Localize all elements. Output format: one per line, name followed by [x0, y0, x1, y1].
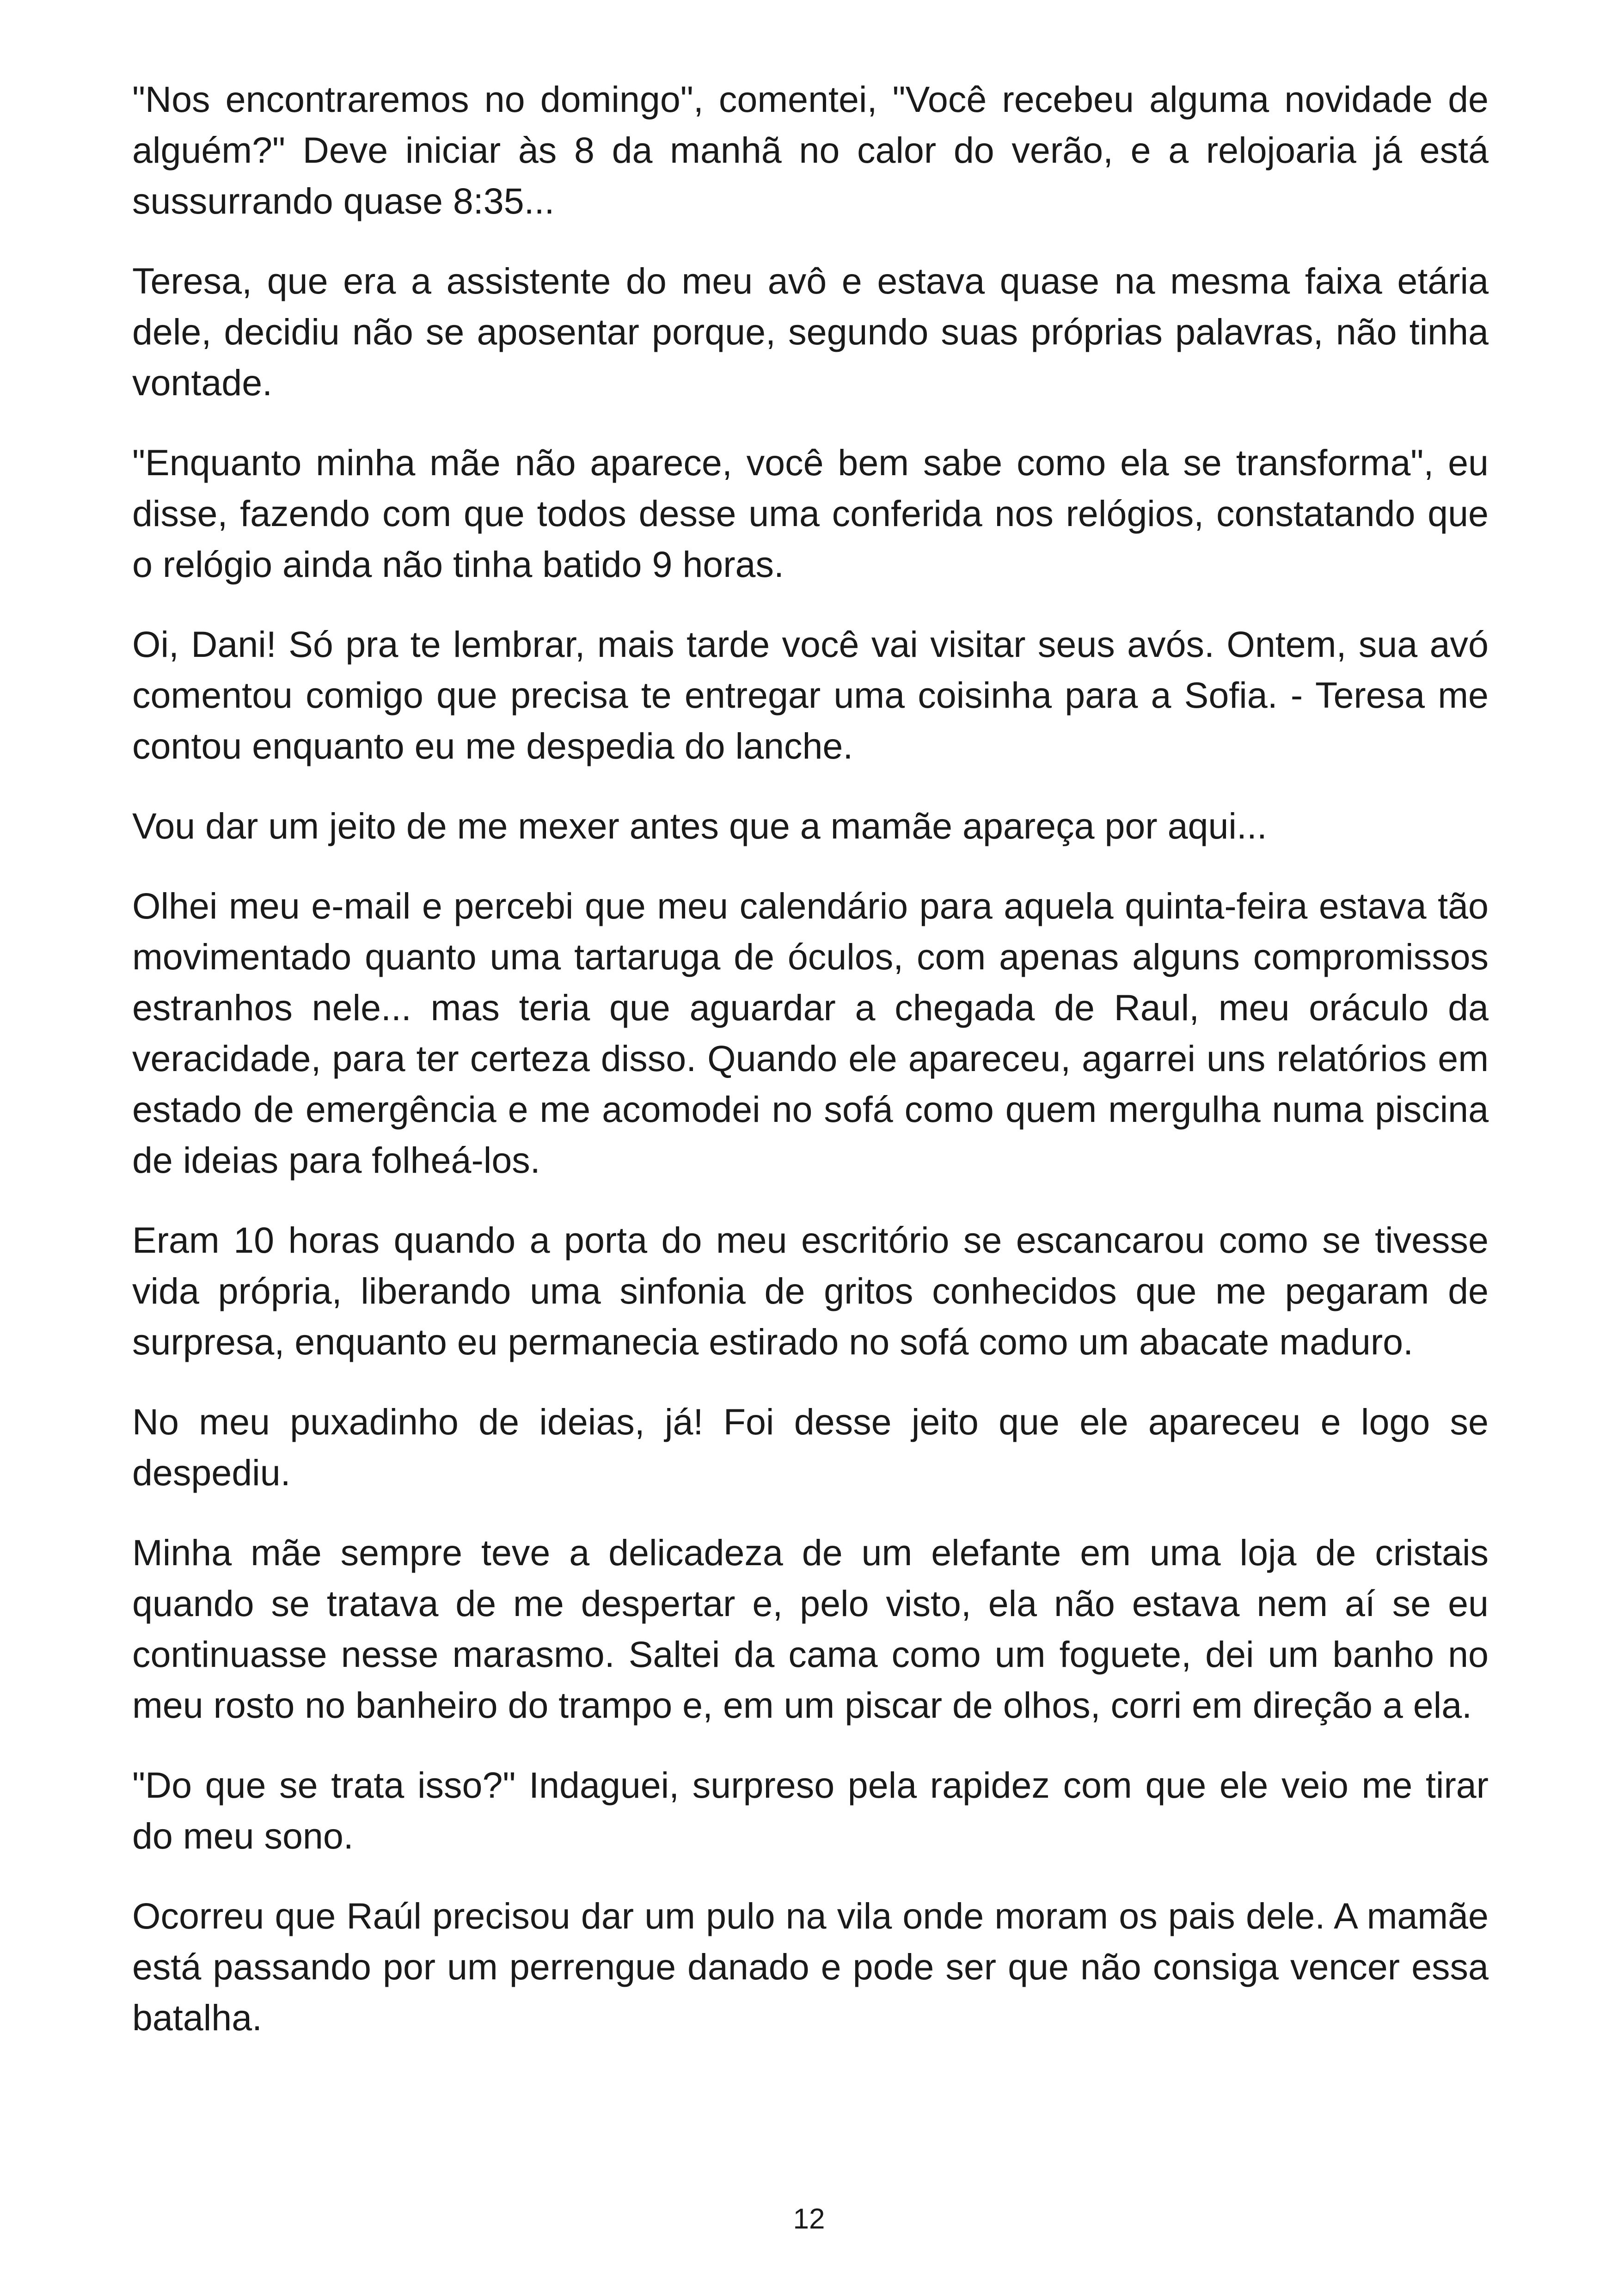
paragraph: Ocorreu que Raúl precisou dar um pulo na vila onde moram os pais dele. A mamãe está passando por um perrengue danado e pode ser que não consiga vencer essa batalha.	[132, 1895, 1489, 2038]
paragraph: "Enquanto minha mãe não aparece, você bem sabe como ela se transforma", eu disse, fazendo com que todos desse uma conferida nos relógios, constatando que o relógio ainda não tinha batido 9 horas.	[132, 442, 1489, 585]
paragraph: Teresa, que era a assistente do meu avô e estava quase na mesma faixa etária dele, decidiu não se aposentar porque, segundo suas próprias palavras, não tinha vontade.	[132, 260, 1489, 403]
paragraph: Olhei meu e-mail e percebi que meu calendário para aquela quinta-feira estava tão movimentado quanto uma tartaruga de óculos, com apenas alguns compromissos estranhos nele... mas teria que aguardar a chegada de Raul, meu oráculo da veracidade, para ter certeza disso. Quando ele apareceu, agarrei uns relatórios em estado de emergência e me acomodei no sofá como quem mergulha numa piscina de ideias para folheá-los.	[132, 885, 1489, 1181]
page-number: 12	[793, 2203, 825, 2235]
paragraph: "Nos encontraremos no domingo", comentei, "Você recebeu alguma novidade de alguém?" Deve iniciar às 8 da manhã no calor do verão, e a relojoaria já está sussurrando quase 8:35...	[132, 79, 1489, 221]
paragraph: Minha mãe sempre teve a delicadeza de um elefante em uma loja de cristais quando se tratava de me despertar e, pelo visto, ela não estava nem aí se eu continuasse nesse marasmo. Saltei da cama como um foguete, dei um banho no meu rosto no banheiro do trampo e, em um piscar de olhos, corri em direção a ela.	[132, 1532, 1489, 1726]
paragraph: "Do que se trata isso?" Indaguei, surpreso pela rapidez com que ele veio me tirar do meu sono.	[132, 1764, 1489, 1856]
paragraph: Vou dar um jeito de me mexer antes que a mamãe apareça por aqui...	[132, 805, 1267, 846]
paragraph: Oi, Dani! Só pra te lembrar, mais tarde você vai visitar seus avós. Ontem, sua avó comentou comigo que precisa te entregar uma coisinha para a Sofia. - Teresa me contou enquanto eu me despedia do lanche.	[132, 624, 1489, 766]
paragraph: No meu puxadinho de ideias, já! Foi desse jeito que ele apareceu e logo se despediu.	[132, 1401, 1489, 1493]
document-body	[132, 74, 1489, 2072]
paragraph: Eram 10 horas quando a porta do meu escritório se escancarou como se tivesse vida própria, liberando uma sinfonia de gritos conhecidos que me pegaram de surpresa, enquanto eu permanecia estirado no sofá como um abacate maduro.	[132, 1219, 1489, 1362]
